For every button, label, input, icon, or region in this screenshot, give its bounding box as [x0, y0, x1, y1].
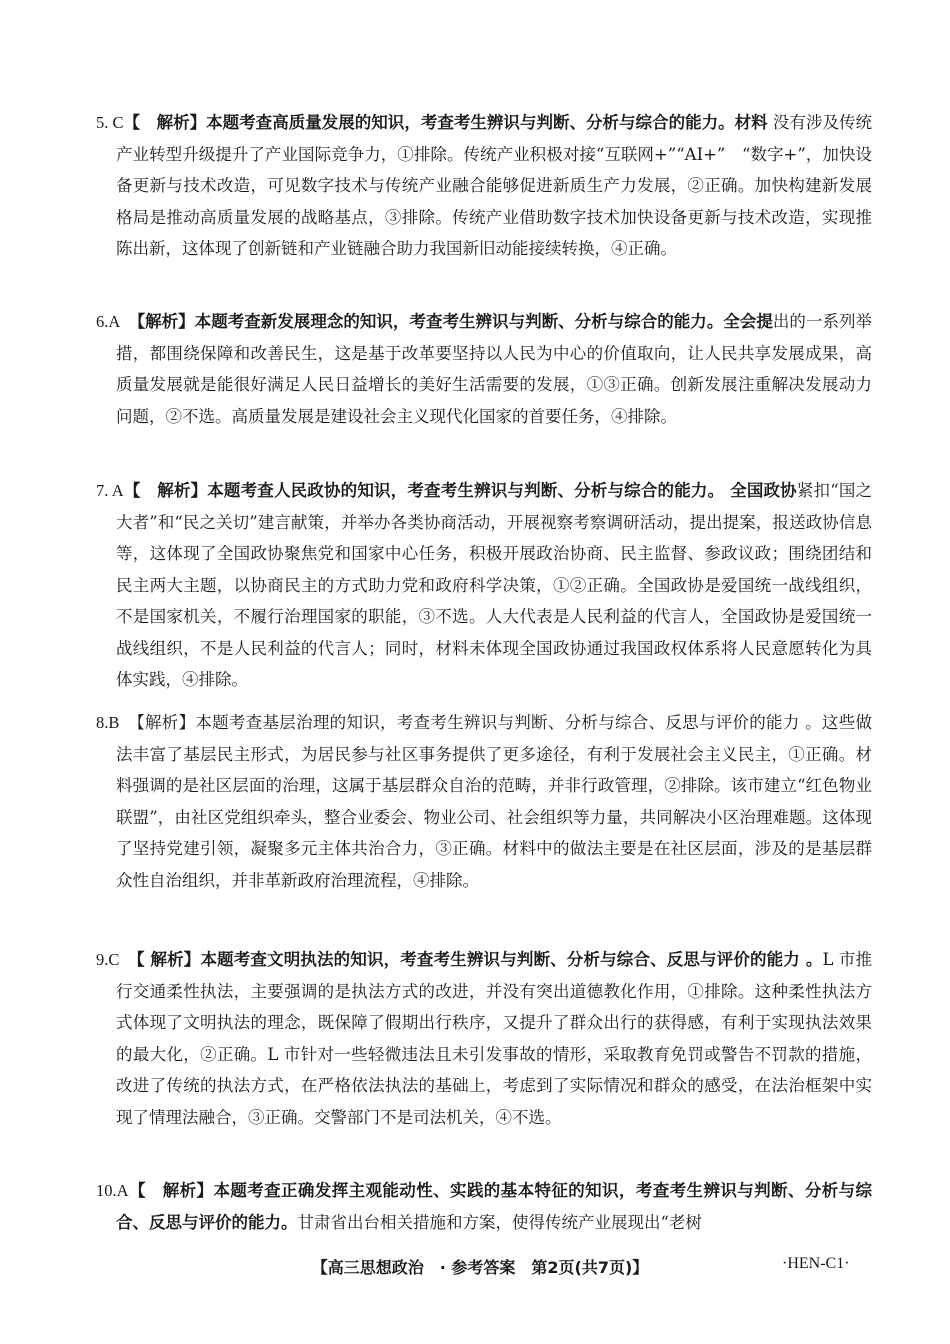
footer-code: ·HEN-C1·	[782, 1255, 850, 1272]
item-number: 5. C	[96, 113, 124, 132]
item-tag: 【 解析】	[128, 1181, 214, 1200]
item-lead: 本题考查正确发挥主观能动性、实践的基本特征的知识，考查考生辨识与判断、分析与综合、反思与评价的能力。	[116, 1181, 873, 1232]
item-body: 出的一系列举措，都围绕保障和改善民生，这是基于改革要坚持以人民为中心的价值取向，让人民共享发展成果，高质量发展就是能很好满足人民日益增长的美好生活需要的发展，①③正确。创新发展注重解决发展动力问题，②不选。高质量发展是建设社会主义现代化国家的首要任务，④排除。	[116, 312, 873, 426]
item-number: 8.B	[96, 713, 120, 732]
answer-item-10	[96, 1175, 872, 1238]
item-lead: 本题考查文明执法的知识，考查考生辨识与判断、分析与综合、反思与评价的能力 。	[200, 950, 823, 969]
item-lead: 本题考查新发展理念的知识，考查考生辨识与判断、分析与综合的能力。全会提	[194, 312, 773, 331]
item-number: 9.C	[96, 950, 120, 969]
page-footer	[0, 1255, 950, 1285]
item-tag: 【解析】	[120, 312, 195, 331]
item-body: L 市推行交通柔性执法，主要强调的是执法方式的改进，并没有突出道德教化作用，①排除。这种柔性执法方式体现了文明执法的理念，既保障了假期出行秩序，又提升了群众出行的获得感，有利于实现执法效果的最大化，②正确。L 市针对一些轻微违法且未引发事故的情形，采取教育免罚或警告不罚款的措施，改进了传统的执法方式，在严格依法执法的基础上，考虑到了实际情况和群众的感受，在法治框架中实现了情理法融合，③正确。交警部门不是司法机关，④不选。	[116, 950, 872, 1127]
item-tag: 【 解析】	[123, 481, 208, 500]
item-number: 6.A	[96, 312, 121, 331]
footer-title: 【高三思想政治 · 参考答案 第2页(共7页)】	[311, 1258, 649, 1277]
answer-item-7	[96, 475, 872, 696]
answer-item-8	[96, 707, 872, 896]
item-body: 甘肃省出台相关措施和方案，使得传统产业展现出“老树	[297, 1212, 702, 1232]
item-body: 本题考查基层治理的知识，考查考生辨识与判断、分析与综合、反思与评价的能力 。这些做法丰富了基层民主形式，为居民参与社区事务提供了更多途径，有利于发展社会主义民主，①正确。材料强调的是社区层面的治理，这属于基层群众自治的范畴，并非行政管理，②排除。该市建立“红色物业联盟”，由社区党组织牵头，整合业委会、物业公司、社会组织等力量，共同解决小区治理难题。这体现了坚持党建引领，凝聚多元主体共治合力，③正确。材料中的做法主要是在社区层面，涉及的是基层群众性自治组织，并非革新政府治理流程，④排除。	[116, 713, 873, 890]
item-tag: 【 解析】	[119, 950, 201, 969]
item-lead: 本题考查人民政协的知识，考查考生辨识与判断、分析与综合的能力。 全国政协	[207, 481, 797, 500]
item-tag: 【 解析】	[123, 113, 207, 132]
item-number: 7. A	[96, 481, 124, 500]
item-lead: 本题考查高质量发展的知识，考查考生辨识与判断、分析与综合的能力。材料	[206, 113, 768, 132]
item-body: 没有涉及传统产业转型升级提升了产业国际竞争力，①排除。传统产业积极对接“互联网+”“AI+” “数字+”，加快设备更新与技术改造，可见数字技术与传统产业融合能够促进新质生产力发展，②正确。加快构建新发展格局是推动高质量发展的战略基点，③排除。传统产业借助数字技术加快设备更新与技术改造，实现推陈出新，这体现了创新链和产业链融合助力我国新旧动能接续转换，④正确。	[116, 113, 872, 258]
answer-item-6	[96, 306, 872, 432]
answer-item-9	[96, 944, 872, 1133]
answer-item-5	[96, 107, 872, 265]
item-number: 10.A	[96, 1181, 129, 1200]
item-tag: 【解析】	[119, 713, 196, 732]
item-body: 紧扣“国之大者”和“民之关切”建言献策，并举办各类协商活动，开展视察考察调研活动，提出提案，报送政协信息等，这体现了全国政协聚焦党和国家中心任务，积极开展政治协商、民主监督、参政议政；围绕团结和民主两大主题，以协商民主的方式助力党和政府科学决策，①②正确。全国政协是爱国统一战线组织，不是国家机关，不履行治理国家的职能，③不选。人大代表是人民利益的代言人，全国政协是爱国统一战线组织，不是人民利益的代言人；同时，材料未体现全国政协通过我国政权体系将人民意愿转化为具体实践，④排除。	[116, 481, 873, 689]
